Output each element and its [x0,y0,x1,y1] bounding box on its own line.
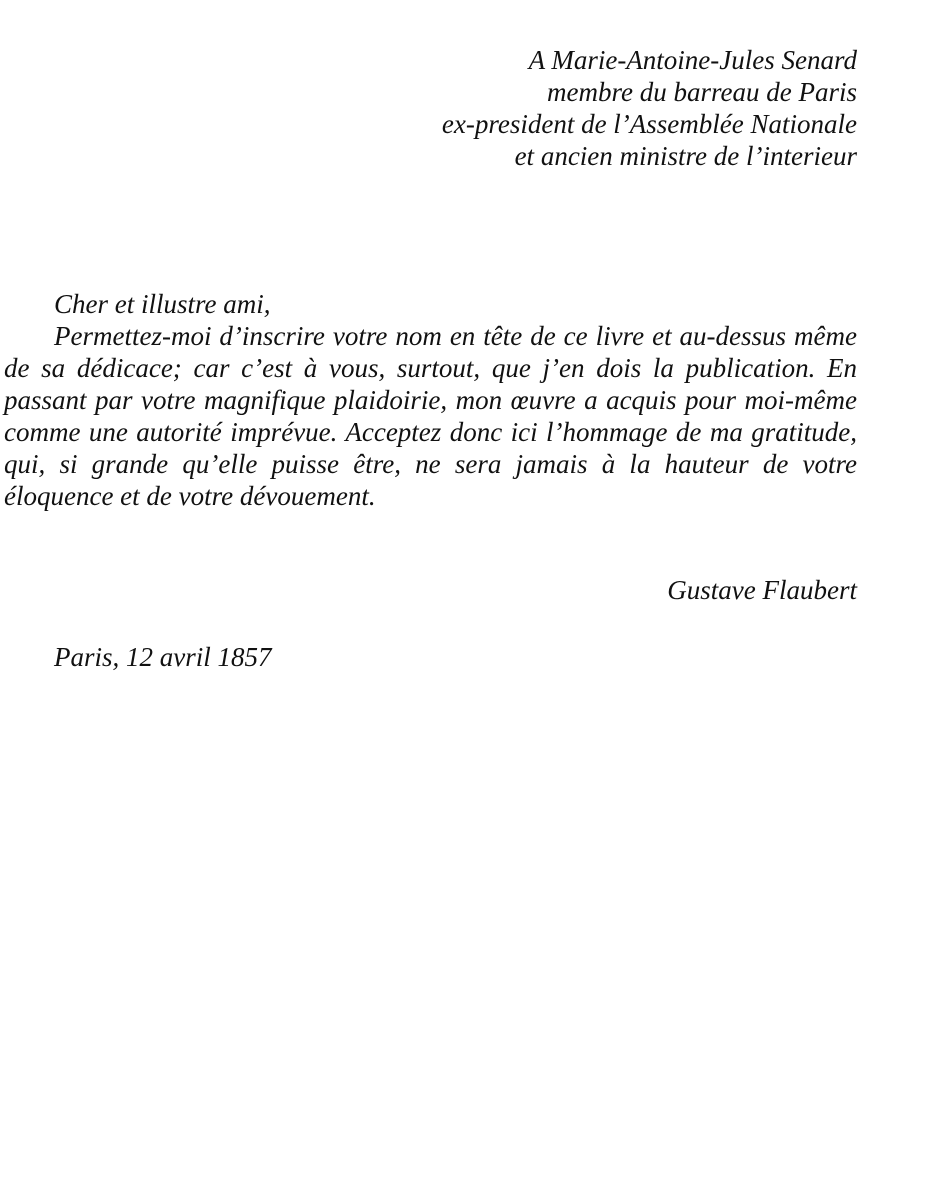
dedication-line: ex-president de l’Assemblée Nationale [441,109,857,139]
letter-salutation: Cher et illustre ami, [54,289,271,319]
dedication-line: et ancien ministre de l’interieur [514,141,857,171]
dedication-line: membre du barreau de Paris [547,77,857,107]
letter-body [4,288,857,512]
dateline: Paris, 12 avril 1857 [54,642,272,672]
dedication-address [442,44,857,172]
dedication-line: A Marie-Antoine-Jules Senard [528,45,857,75]
signature: Gustave Flaubert [667,575,857,605]
letter-paragraph: Permettez-moi d’inscrire votre nom en tête de ce livre et au-dessus même de sa dédicace; car c’est à vous, surtout, que j’en dois la publication. En passant par votre magnifique plaidoirie, mon œuvre a acquis pour moi-même comme une autorité imprévue. Acceptez donc ici l’hommage de ma gratitude, qui, si grande qu’elle puisse être, ne sera jamais à la hauteur de votre éloquence et de votre dévouement. [4,321,857,511]
